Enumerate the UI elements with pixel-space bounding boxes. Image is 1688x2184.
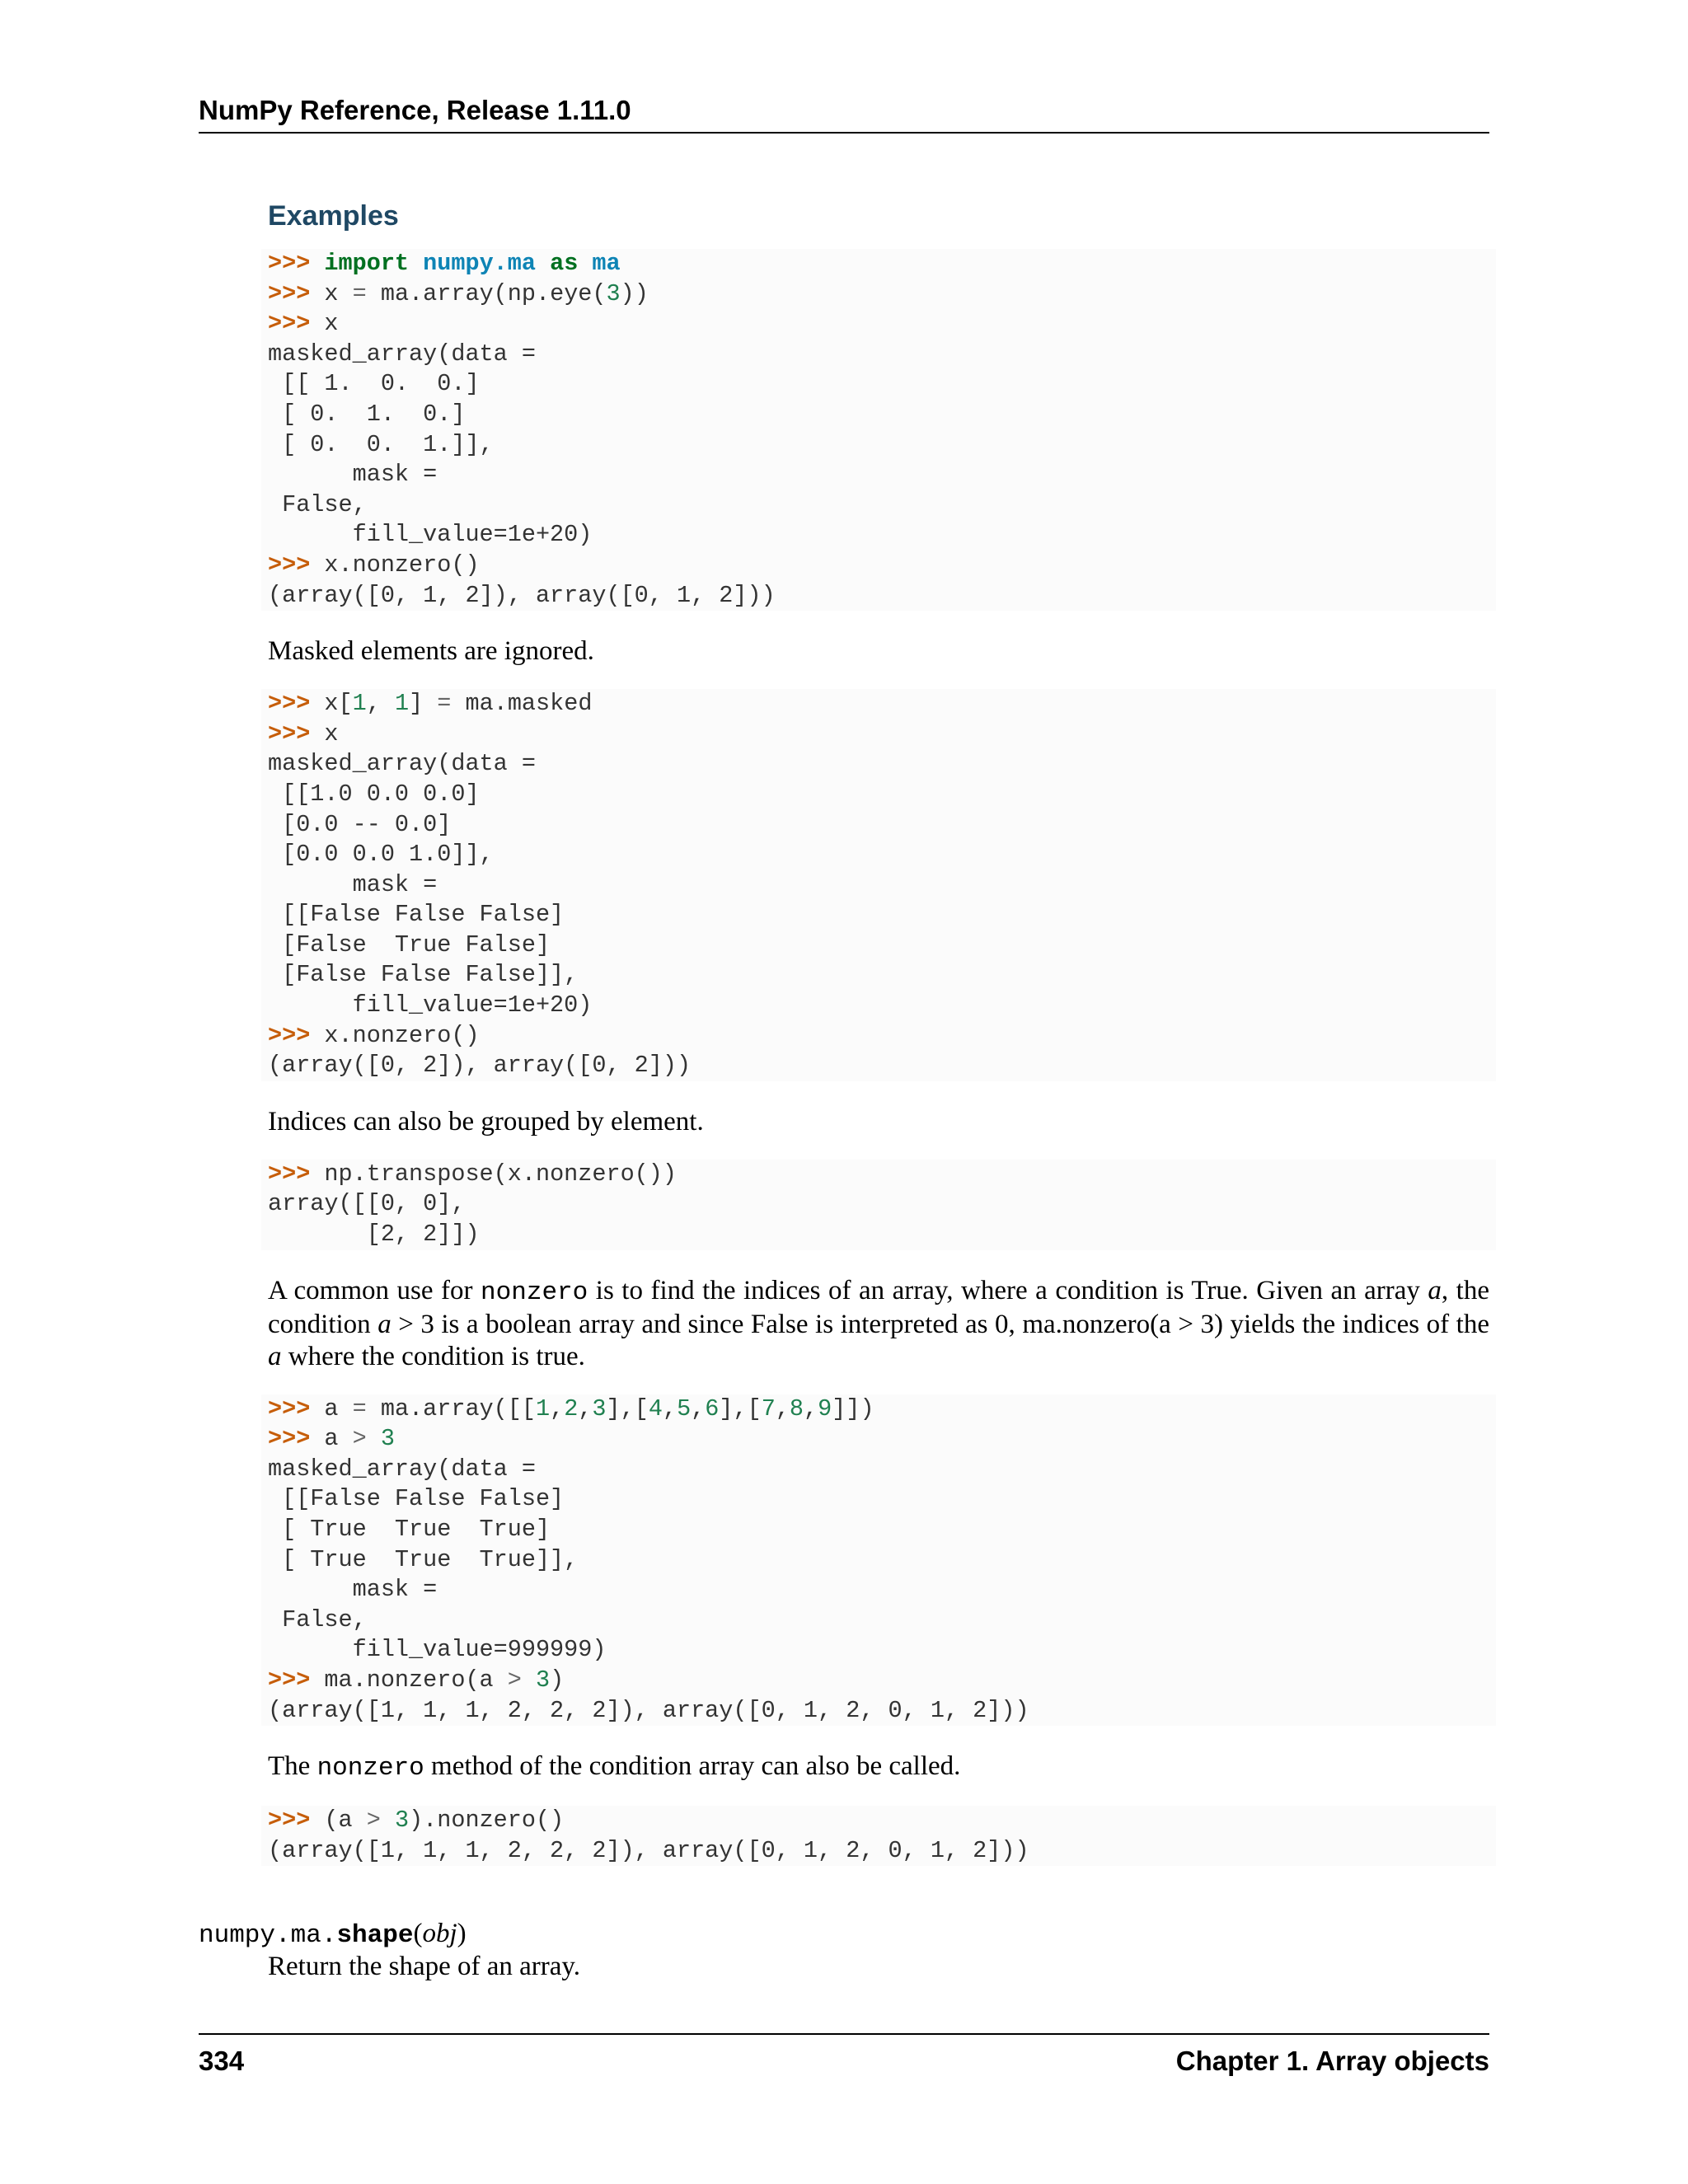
code-token: [[ 1. 0. 0.] [268, 370, 480, 398]
text-segment: A common use for [268, 1275, 481, 1305]
code-line [268, 900, 1489, 930]
code-line [268, 1424, 1489, 1455]
code-prompt: >>> [268, 310, 325, 338]
code-line [268, 309, 1489, 340]
text-segment: The [268, 1751, 317, 1782]
code-token: (array([0, 1, 2]), array([0, 1, 2])) [268, 581, 776, 609]
code-token: )) [620, 279, 649, 307]
code-token: 1 [535, 1394, 551, 1422]
code-token: [0.0 0.0 1.0]], [268, 841, 494, 869]
code-token: = [352, 1394, 367, 1422]
code-token: > [352, 1425, 367, 1453]
code-token: 3 [606, 279, 621, 307]
code-token: as [550, 250, 579, 277]
text-segment: where the condition is true. [281, 1341, 585, 1371]
code-token: ] [409, 690, 438, 718]
code-token [367, 1425, 381, 1452]
code-prompt: >>> [268, 1425, 325, 1453]
header-title: NumPy Reference, Release 1.11.0 [199, 95, 631, 125]
signature-param: obj [422, 1919, 457, 1948]
code-line [268, 719, 1489, 750]
code-token [409, 250, 423, 277]
code-token: [ 0. 0. 1.]], [268, 430, 494, 458]
code-line [268, 930, 1489, 961]
code-token: ma.nonzero(a [324, 1666, 508, 1694]
code-token: 2 [564, 1394, 579, 1422]
inline-code-nonzero: nonzero [481, 1277, 588, 1307]
code-line [268, 840, 1489, 870]
code-token: [[1.0 0.0 0.0] [268, 780, 480, 808]
chapter-title: Chapter 1. Array objects [1175, 2046, 1489, 2076]
code-token: [0.0 -- 0.0] [268, 810, 452, 838]
code-line [268, 1515, 1489, 1545]
code-block-5 [261, 1806, 1496, 1866]
paragraph-masked-ignored: Masked elements are ignored. [268, 636, 594, 667]
code-token: 3 [592, 1394, 607, 1422]
signature-open-paren: ( [413, 1919, 423, 1948]
code-block-1 [261, 249, 1496, 611]
text-segment: method of the condition array can also be called. [424, 1751, 961, 1782]
code-line [268, 1021, 1489, 1052]
code-token: , [691, 1394, 706, 1422]
text-segment: , the condition [268, 1275, 1490, 1339]
code-token: x [324, 719, 339, 748]
code-prompt: >>> [268, 551, 325, 579]
code-token: x[ [324, 690, 353, 718]
code-token: masked_array(data = [268, 1455, 536, 1483]
page-number: 334 [199, 2046, 245, 2076]
code-token [381, 1807, 395, 1834]
code-prompt: >>> [268, 690, 325, 718]
code-token: (array([1, 1, 1, 2, 2, 2]), array([0, 1, 2, 0, 1, 2])) [268, 1836, 1029, 1864]
code-token: [2, 2]]) [268, 1221, 480, 1249]
code-token: 1 [394, 690, 410, 718]
code-line [268, 960, 1489, 991]
code-line [268, 1605, 1489, 1636]
code-line [268, 1696, 1489, 1727]
code-line [268, 1575, 1489, 1605]
code-token: x.nonzero() [324, 1021, 480, 1049]
code-line [268, 430, 1489, 461]
code-line [268, 490, 1489, 521]
code-token: ma.masked [451, 690, 593, 718]
code-line [268, 1545, 1489, 1576]
code-token: (a [324, 1807, 367, 1835]
code-token: False, [268, 1605, 367, 1633]
code-line [268, 581, 1489, 612]
code-line [268, 551, 1489, 581]
code-line [268, 340, 1489, 370]
code-token: 1 [352, 690, 367, 718]
code-line [268, 810, 1489, 841]
code-token: 5 [677, 1394, 692, 1422]
code-token: fill_value=1e+20) [268, 521, 593, 549]
code-token: ma.array(np.eye( [366, 279, 607, 307]
code-token: ).nonzero() [409, 1807, 565, 1835]
code-token: [False False False]], [268, 961, 579, 989]
code-token: a [324, 1425, 353, 1453]
code-token: [[False False False] [268, 1485, 565, 1513]
code-token: , [662, 1394, 678, 1422]
signature-module: numpy.ma. [199, 1921, 337, 1950]
code-line [268, 1666, 1489, 1696]
code-token: > [366, 1807, 381, 1835]
code-line [268, 1455, 1489, 1485]
signature-close-paren: ) [457, 1919, 467, 1948]
code-token: > [507, 1666, 522, 1694]
code-token: ]]) [832, 1394, 874, 1422]
code-line [268, 279, 1489, 310]
code-token: = [352, 279, 367, 307]
code-token: masked_array(data = [268, 750, 536, 778]
code-token: ma.array([[ [366, 1394, 536, 1422]
code-line [268, 1635, 1489, 1666]
code-token: [ 0. 1. 0.] [268, 400, 466, 428]
code-token: , [578, 1394, 593, 1422]
code-token: (array([1, 1, 1, 2, 2, 2]), array([0, 1, 2, 0, 1, 2])) [268, 1696, 1029, 1724]
code-token: ],[ [606, 1394, 649, 1422]
code-token: [[False False False] [268, 901, 565, 929]
code-prompt: >>> [268, 279, 325, 307]
code-token: a [324, 1394, 353, 1422]
code-token: mask = [268, 1576, 438, 1604]
code-line [268, 689, 1489, 719]
examples-heading: Examples [268, 200, 399, 232]
code-line [268, 1806, 1489, 1836]
code-token: np.transpose(x.nonzero()) [324, 1160, 677, 1188]
code-prompt: >>> [268, 1394, 325, 1422]
code-token: , [804, 1394, 818, 1422]
paragraph-common-use [268, 1275, 1489, 1373]
code-token: = [437, 690, 452, 718]
code-token: masked_array(data = [268, 340, 536, 368]
code-prompt: >>> [268, 250, 325, 277]
code-token: mask = [268, 870, 438, 898]
code-token [578, 250, 592, 277]
code-line [268, 1220, 1489, 1250]
code-token [522, 1666, 536, 1694]
code-token: ma [592, 250, 621, 277]
code-token: 6 [705, 1394, 720, 1422]
page-header [199, 92, 1489, 134]
code-line [268, 870, 1489, 901]
code-line [268, 749, 1489, 780]
code-token: 7 [761, 1394, 776, 1422]
code-line [268, 1051, 1489, 1081]
code-token: 4 [648, 1394, 663, 1422]
code-token: 8 [789, 1394, 804, 1422]
code-line [268, 991, 1489, 1021]
code-token: , [366, 690, 395, 718]
code-token: x [324, 279, 353, 307]
code-line [268, 1160, 1489, 1190]
signature-description: Return the shape of an array. [268, 1952, 581, 1981]
code-token: [ True True True]], [268, 1545, 579, 1573]
code-line [268, 1836, 1489, 1867]
var-a: a [268, 1341, 282, 1371]
content [268, 194, 1489, 1866]
code-line [268, 1484, 1489, 1515]
code-token: x [324, 310, 339, 338]
code-token: ) [550, 1666, 565, 1694]
code-token: ],[ [719, 1394, 762, 1422]
code-block-4 [261, 1394, 1496, 1727]
var-a: a [1428, 1275, 1442, 1305]
code-token: 3 [380, 1425, 395, 1453]
code-prompt: >>> [268, 1666, 325, 1694]
signature-name: shape [336, 1921, 414, 1950]
code-line [268, 1189, 1489, 1220]
code-line [268, 780, 1489, 810]
function-signature [199, 1917, 467, 1952]
code-token: False, [268, 490, 367, 518]
code-line [268, 400, 1489, 430]
code-token: , [775, 1394, 790, 1422]
code-prompt: >>> [268, 1807, 325, 1835]
var-a: a [377, 1309, 392, 1339]
code-line [268, 460, 1489, 490]
text-segment: is to find the indices of an array, where a condition is True. Given an array [588, 1275, 1428, 1305]
code-line [268, 1394, 1489, 1425]
code-token: fill_value=1e+20) [268, 991, 593, 1019]
code-prompt: >>> [268, 1160, 325, 1188]
code-line [268, 249, 1489, 279]
code-line [268, 520, 1489, 551]
code-token: fill_value=999999) [268, 1636, 607, 1664]
paragraph-grouped: Indices can also be grouped by element. [268, 1106, 704, 1137]
code-token: x.nonzero() [324, 551, 480, 579]
paragraph-method [268, 1750, 1489, 1784]
code-token [536, 250, 550, 277]
page-footer [199, 2033, 1489, 2079]
code-line [268, 369, 1489, 400]
code-prompt: >>> [268, 1021, 325, 1049]
code-prompt: >>> [268, 719, 325, 748]
code-token: mask = [268, 461, 438, 489]
code-token: 3 [535, 1666, 551, 1694]
code-token: numpy.ma [423, 250, 536, 277]
code-token: (array([0, 2]), array([0, 2])) [268, 1052, 692, 1080]
text-segment: > 3 is a boolean array and since False is interpreted as 0, ma.nonzero(a > 3) yields the indices of the [391, 1309, 1490, 1339]
code-token: 3 [394, 1807, 410, 1835]
code-token: , [550, 1394, 565, 1422]
code-token: [ True True True] [268, 1516, 551, 1543]
code-block-3 [261, 1160, 1496, 1250]
code-token: import [324, 250, 410, 277]
code-token: array([[0, 0], [268, 1190, 466, 1218]
inline-code-nonzero: nonzero [316, 1754, 424, 1783]
code-block-2 [261, 689, 1496, 1081]
code-token: 9 [818, 1394, 832, 1422]
code-token: [False True False] [268, 930, 551, 958]
